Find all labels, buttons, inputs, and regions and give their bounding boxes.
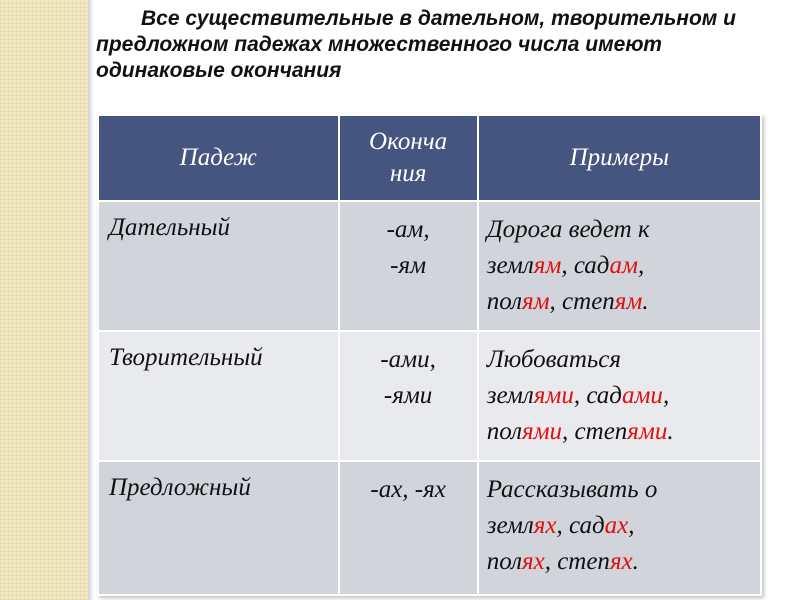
word-ending: ями: [627, 418, 668, 445]
word-stem: , степ: [549, 288, 615, 315]
word-ending: ям: [614, 288, 643, 315]
example-line: [487, 414, 754, 450]
punctuation: ,: [628, 512, 635, 539]
word-stem: земл: [486, 252, 534, 279]
punctuation: .: [642, 288, 649, 315]
punctuation: .: [667, 418, 674, 445]
example-line: [487, 508, 754, 544]
word-ending: ях: [521, 548, 545, 575]
word-stem: , степ: [544, 548, 610, 575]
word-ending: ах: [604, 512, 629, 539]
table-row-instrumental: [98, 331, 761, 461]
case-name: Предложный: [98, 461, 339, 595]
header-endings: [339, 115, 478, 201]
ending-cell: [339, 331, 478, 461]
ending-line: -ах, -ях: [370, 476, 446, 503]
table-header-row: [98, 115, 761, 201]
word-ending: ях: [609, 548, 633, 575]
ending-line: -ями: [383, 382, 433, 409]
example-line: [487, 284, 754, 320]
word-ending: ями: [521, 418, 563, 445]
word-stem: земл: [486, 512, 534, 539]
punctuation: .: [632, 548, 639, 575]
example-cell: [478, 461, 761, 595]
example-line: Рассказывать о: [486, 476, 658, 503]
word-stem: земл: [486, 382, 534, 409]
header-endings-line2: ния: [389, 160, 427, 187]
example-line: [487, 248, 754, 284]
word-stem: , сад: [556, 512, 605, 539]
table-row-dative: [98, 201, 761, 331]
case-name: Творительный: [98, 331, 339, 461]
word-ending: ям: [533, 252, 562, 279]
ending-line: -ами,: [380, 346, 436, 373]
example-line: [487, 544, 754, 580]
ending-line: -ям: [390, 252, 427, 279]
word-stem: , степ: [562, 418, 628, 445]
word-stem: , сад: [561, 252, 610, 279]
word-stem: пол: [486, 548, 522, 575]
ending-line: -ам,: [386, 216, 430, 243]
left-strip-shadow: [88, 0, 94, 600]
example-cell: [478, 201, 761, 331]
header-endings-line1: Оконча: [369, 128, 448, 155]
word-ending: ами: [621, 382, 663, 409]
punctuation: ,: [662, 382, 670, 409]
word-stem: пол: [486, 418, 522, 445]
example-line: [487, 378, 754, 414]
word-ending: ями: [533, 382, 574, 409]
word-ending: ям: [521, 288, 550, 315]
punctuation: ,: [637, 252, 645, 279]
example-line: Любоваться: [486, 346, 621, 373]
header-case: Падеж: [98, 115, 339, 201]
table-row-prepositional: [98, 461, 761, 595]
example-line: Дорога ведет к: [486, 216, 650, 243]
case-name: Дательный: [98, 201, 339, 331]
header-examples: Примеры: [478, 115, 761, 201]
word-ending: ам: [609, 252, 638, 279]
example-cell: [478, 331, 761, 461]
decorative-left-strip: [0, 0, 88, 600]
ending-cell: [339, 461, 478, 595]
word-stem: , сад: [573, 382, 622, 409]
word-stem: пол: [486, 288, 522, 315]
case-endings-table: [97, 114, 762, 596]
word-ending: ях: [533, 512, 557, 539]
slide-heading: Все существительные в дательном, творительном и предложном падежах множественного числа имеют одинаковые окончания: [96, 7, 736, 82]
ending-cell: [339, 201, 478, 331]
